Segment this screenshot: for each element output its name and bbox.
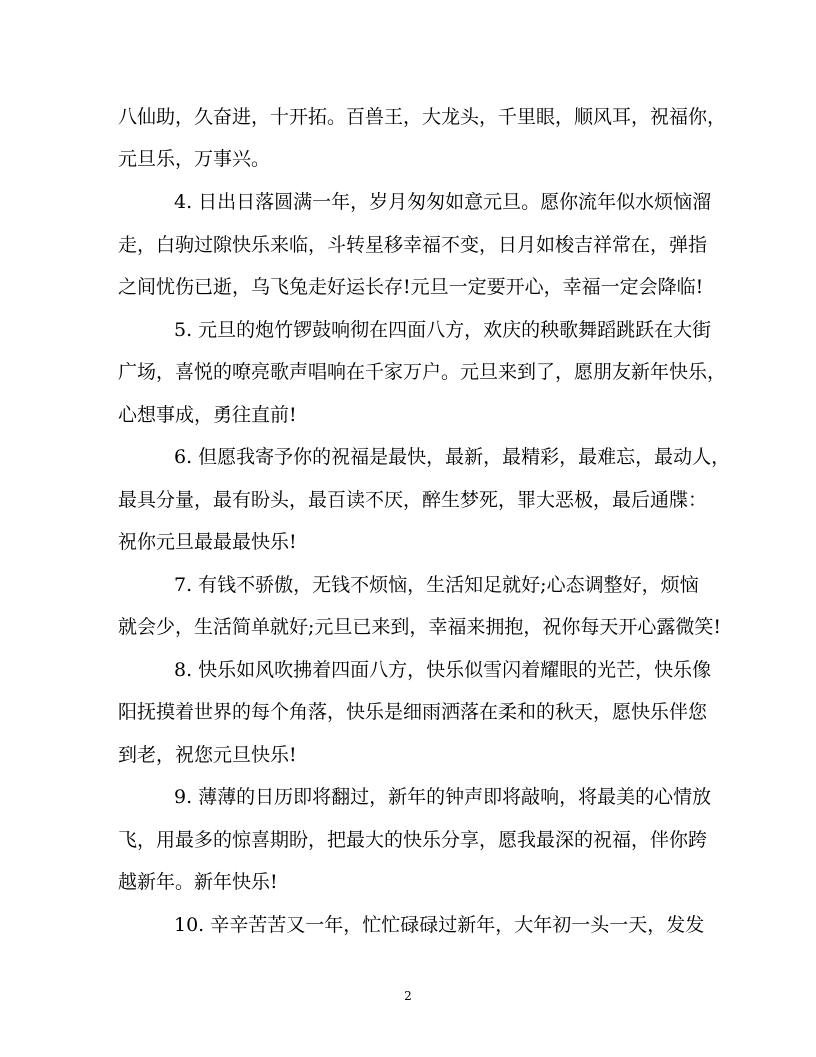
text-line: 祝你元旦最最最快乐! [118, 531, 297, 553]
text-line: 八仙助，久奋进，十开拓。百兽王，大龙头，千里眼，顺风耳，祝福你， [118, 106, 727, 128]
text-line: 阳抚摸着世界的每个角落，快乐是细雨洒落在柔和的秋天，愿快乐伴您 [118, 701, 708, 723]
list-item-4-start: 4. 日出日落圆满一年，岁月匆匆如意元旦。愿你流年似水烦恼溜 [174, 191, 712, 213]
list-item-10-start: 10. 辛辛苦苦又一年，忙忙碌碌过新年，大年初一头一天，发发 [174, 914, 705, 936]
text-line: 元旦乐，万事兴。 [118, 148, 271, 170]
text-line: 走，白驹过隙快乐来临，斗转星移幸福不变，日月如梭吉祥常在，弹指 [118, 234, 708, 256]
page-number: 2 [404, 989, 412, 1003]
text-line: 飞，用最多的惊喜期盼，把最大的快乐分享，愿我最深的祝福，伴你跨 [118, 829, 708, 851]
list-item-5-start: 5. 元旦的炮竹锣鼓响彻在四面八方，欢庆的秧歌舞蹈跳跃在大街 [174, 319, 712, 341]
text-line: 广场，喜悦的嘹亮歌声唱响在千家万户。元旦来到了，愿朋友新年快乐， [118, 361, 727, 383]
text-line: 到老，祝您元旦快乐! [118, 744, 297, 766]
list-item-8-start: 8. 快乐如风吹拂着四面八方，快乐似雪闪着耀眼的光芒，快乐像 [174, 659, 712, 681]
text-line: 越新年。新年快乐! [118, 871, 278, 893]
text-line: 就会少，生活简单就好;元旦已来到，幸福来拥抱，祝你每天开心露微笑! [118, 616, 722, 638]
list-item-9-start: 9. 薄薄的日历即将翻过，新年的钟声即将敲响，将最美的心情放 [174, 786, 712, 808]
text-line: 心想事成，勇往直前! [118, 404, 297, 426]
text-line: 之间忧伤已逝，乌飞兔走好运长存!元旦一定要开心，幸福一定会降临! [118, 276, 704, 298]
list-item-7-start: 7. 有钱不骄傲，无钱不烦恼，生活知足就好;心态调整好，烦恼 [174, 574, 699, 596]
list-item-6-start: 6. 但愿我寄予你的祝福是最快，最新，最精彩，最难忘，最动人， [174, 446, 731, 468]
text-line: 最具分量，最有盼头，最百读不厌，醉生梦死，罪大恶极，最后通牒： [118, 489, 708, 511]
